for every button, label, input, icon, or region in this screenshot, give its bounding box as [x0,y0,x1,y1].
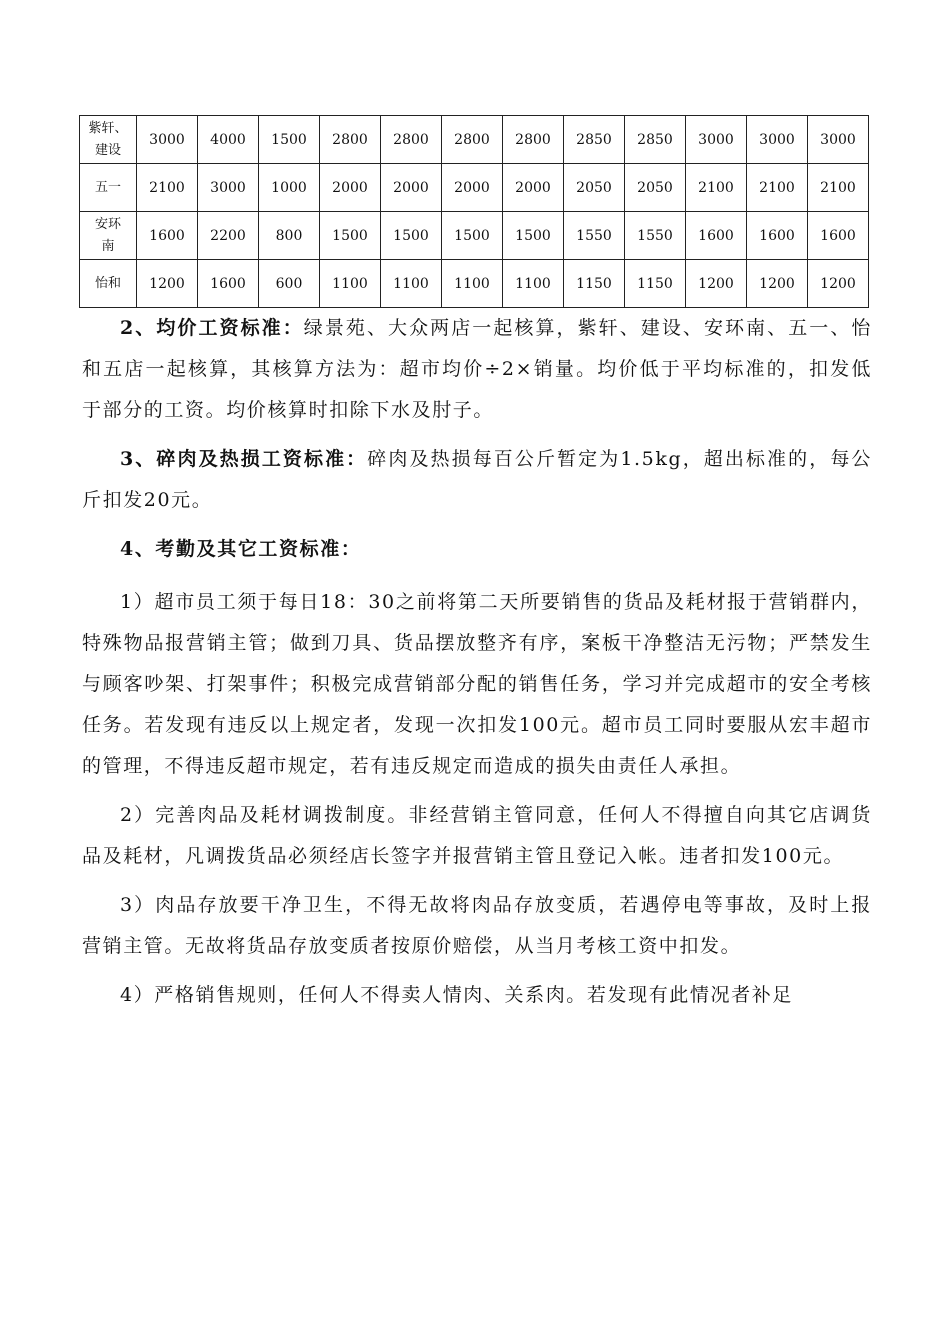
store-name-line: 建设 [94,142,121,158]
store-name-line: 五一 [94,179,121,195]
value-cell: 3000 [137,116,198,164]
value-cell: 2000 [320,164,381,212]
value-cell: 2100 [686,164,747,212]
value-cell: 1200 [808,260,869,308]
store-name-line: 怡和 [94,275,121,291]
value-cell: 1150 [625,260,686,308]
value-cell: 1500 [442,212,503,260]
section-heading: 3、碎肉及热损工资标准： [120,448,368,470]
store-name-cell [80,164,137,212]
value-cell: 1200 [747,260,808,308]
store-name-line: 南 [101,238,115,254]
value-cell: 1550 [564,212,625,260]
section-average-price-salary [82,308,872,431]
rule-item-3: 3）肉品存放要干净卫生，不得无故将肉品存放变质，若遇停电等事故，及时上报营销主管。无故将货品存放变质者按原价赔偿，从当月考核工资中扣发。 [82,894,872,957]
value-cell: 2050 [564,164,625,212]
store-name-cell [80,260,137,308]
value-cell: 1600 [198,260,259,308]
value-cell: 1200 [686,260,747,308]
value-cell: 1500 [381,212,442,260]
value-cell: 2050 [625,164,686,212]
value-cell: 1500 [503,212,564,260]
value-cell: 1200 [137,260,198,308]
value-cell: 3000 [808,116,869,164]
value-cell: 1600 [808,212,869,260]
value-cell: 2800 [320,116,381,164]
value-cell: 2800 [381,116,442,164]
section-heading: 2、均价工资标准： [120,317,304,339]
store-name-cell [80,116,137,164]
value-cell: 2850 [625,116,686,164]
value-cell: 1600 [137,212,198,260]
value-cell: 3000 [686,116,747,164]
store-name-line: 紫轩、 [88,120,128,136]
section-attendance-other-salary [82,529,872,570]
value-cell: 2800 [503,116,564,164]
value-cell: 2100 [137,164,198,212]
value-cell: 2100 [747,164,808,212]
value-cell: 1100 [442,260,503,308]
value-cell: 1550 [625,212,686,260]
section-heading: 4、考勤及其它工资标准： [120,538,362,560]
section-minced-meat-loss-salary [82,439,872,521]
value-cell: 1100 [320,260,381,308]
section-text: 绿景苑、大众两店一起核算，紫轩、建设、安环南、五一、怡和五店一起核算，其核算方法为：超市均价÷2×销量。均价低于平均标准的，扣发低于部分的工资。均价核算时扣除下水及肘子。 [82,317,872,421]
value-cell: 2850 [564,116,625,164]
salary-quota-table [79,115,869,308]
value-cell: 1100 [503,260,564,308]
value-cell: 1600 [747,212,808,260]
value-cell: 3000 [198,164,259,212]
value-cell: 2200 [198,212,259,260]
rule-item-1: 1）超市员工须于每日18：30之前将第二天所要销售的货品及耗材报于营销群内，特殊物品报营销主管；做到刀具、货品摆放整齐有序，案板干净整洁无污物；严禁发生与顾客吵架、打架事件；积极完成营销部分配的销售任务，学习并完成超市的安全考核任务。若发现有违反以上规定者，发现一次扣发100元。超市员工同时要服从宏丰超市的管理，不得违反超市规定，若有违反规定而造成的损失由责任人承担。 [82,591,872,777]
value-cell: 2100 [808,164,869,212]
value-cell: 1100 [381,260,442,308]
rule-item-2: 2）完善肉品及耗材调拨制度。非经营销主管同意，任何人不得擅自向其它店调货品及耗材，凡调拨货品必须经店长签字并报营销主管且登记入帐。违者扣发100元。 [82,804,872,867]
document-body [82,308,872,1024]
table-row [80,164,869,212]
table-row [80,116,869,164]
value-cell: 4000 [198,116,259,164]
value-cell: 2800 [442,116,503,164]
value-cell: 3000 [747,116,808,164]
section-text: 碎肉及热损每百公斤暂定为1.5kg，超出标准的，每公斤扣发20元。 [82,448,873,511]
store-name-cell [80,212,137,260]
value-cell: 800 [259,212,320,260]
value-cell: 1500 [320,212,381,260]
store-name-line: 安环 [94,216,121,232]
value-cell: 2000 [503,164,564,212]
value-cell: 1150 [564,260,625,308]
value-cell: 1500 [259,116,320,164]
rule-item-4: 4）严格销售规则，任何人不得卖人情肉、关系肉。若发现有此情况者补足 [120,984,793,1006]
table-row [80,212,869,260]
value-cell: 2000 [381,164,442,212]
table-row [80,260,869,308]
value-cell: 2000 [442,164,503,212]
value-cell: 1600 [686,212,747,260]
value-cell: 1000 [259,164,320,212]
value-cell: 600 [259,260,320,308]
